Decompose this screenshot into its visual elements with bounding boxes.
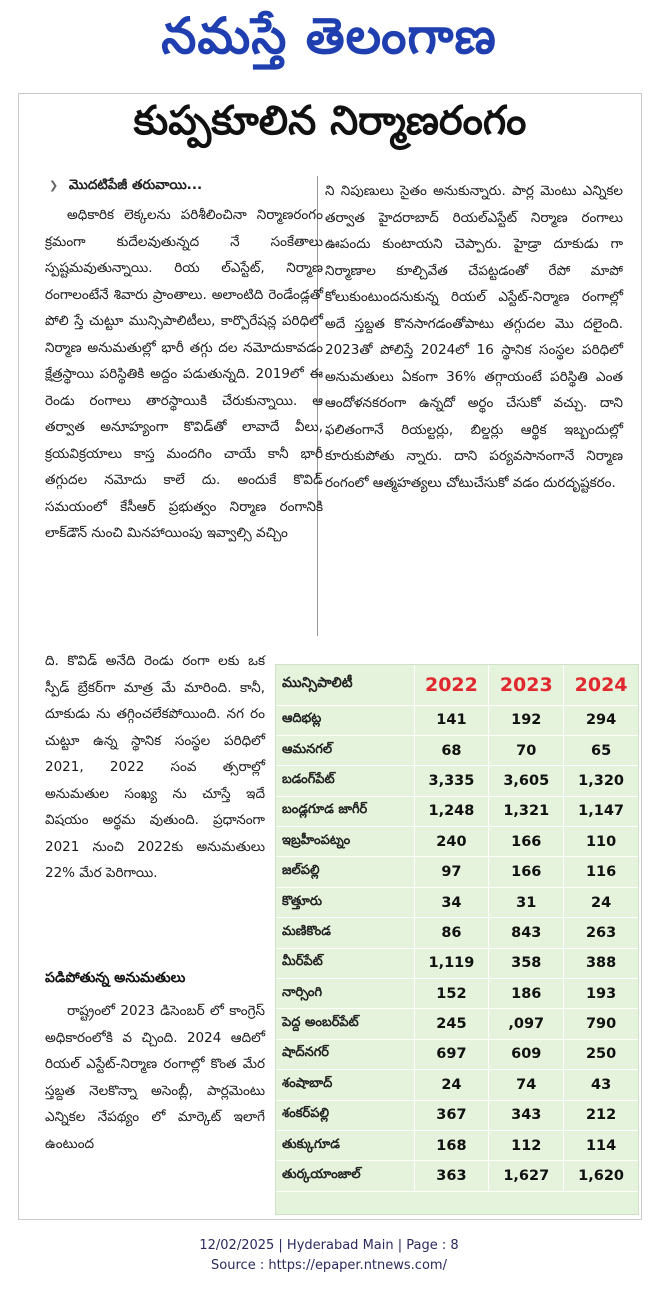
chevron-right-icon: ❯	[49, 179, 59, 192]
article-column-2	[325, 178, 623, 496]
permit-count-cell: 43	[564, 1070, 638, 1100]
paragraph: అధికారిక లెక్కలను పరిశీలించినా నిర్మాణరంగం క్రమంగా కుదేలవుతున్నద నే సంకేతాలు స్పష్టమవుతున్నాయి. రియ ల్‌ఎస్టేట్‌, నిర్మాణ రంగాలంటేనే శివారు ప్రాంతాలు. అలాంటిది రెండేండ్లతో పోలి స్తే చుట్టూ మున్సిపాలిటీలు, కార్పొరేషన్ల పరిధిలో నిర్మాణ అనుమతుల్లో భారీ తగ్గు దల నమోదుకావడం క్షేత్రస్థాయి పరిస్థితికి అద్దం పడుతున్నది. 2019లో ఈ రెండు రంగాలు తారస్థాయికి చేరుకున్నాయి. ఆ తర్వాత అనూహ్యంగా కొవిడ్‌తో లావాదే వీలు, క్రయవిక్రయాలు కాస్త మందగిం చాయే కానీ భారీ తగ్గుదల నమోదు కాలే దు. అందుకే కొవిడ్‌ సమయంలో కేసీఆర్‌ ప్రభుత్వం నిర్మాణ రంగానికి లాక్‌డౌన్‌ నుంచి మినహాయింపు ఇవ్వాల్సి వచ్చిం	[45, 207, 323, 541]
page-footer	[0, 1236, 658, 1276]
table-row	[276, 735, 638, 765]
permit-count-cell: 70	[489, 735, 564, 765]
permit-count-cell: 192	[489, 705, 564, 735]
table-row	[276, 1070, 638, 1100]
permit-count-cell: 166	[489, 857, 564, 887]
table-row	[276, 887, 638, 917]
permit-count-cell: 294	[564, 705, 638, 735]
permit-count-cell: 152	[414, 979, 489, 1009]
permit-count-cell: 86	[414, 918, 489, 948]
newspaper-logo: నమస్తే తెలంగాణ	[161, 6, 497, 65]
permit-count-cell: 166	[489, 827, 564, 857]
permit-count-cell: 388	[564, 948, 638, 978]
article-subheading: పడిపోతున్న అనుమతులు	[45, 970, 186, 986]
article-column-1-middle	[45, 648, 265, 887]
municipality-cell: జల్‌పల్లి	[276, 857, 414, 887]
table-header-row	[276, 665, 638, 705]
table-row	[276, 1130, 638, 1160]
municipality-cell: మీర్‌పేట్	[276, 948, 414, 978]
permit-count-cell: 843	[489, 918, 564, 948]
article-column-1-bottom	[45, 998, 265, 1157]
table-row	[276, 1009, 638, 1039]
municipality-cell: షాద్‌నగర్	[276, 1039, 414, 1069]
permit-count-cell: 1,620	[564, 1161, 638, 1191]
table-body	[276, 705, 638, 1191]
paragraph: ది. కొవిడ్‌ అనేది రెండు రంగా లకు ఒక స్పీడ్‌ బ్రేకర్‌గా మాత్ర మే మారింది. కానీ, దూకుడు ను తగ్గించలేకపోయింది. నగ రం చుట్టూ ఉన్న స్థానిక సంస్థల పరిధిలో 2021, 2022 సంవ త్సరాల్లో అనుమతుల సంఖ్య ను చూస్తే ఇదే విషయం అర్థమ వుతుంది. ప్రధానంగా 2021 నుంచి 2022కు అనుమతులు 22% మేర పెరిగాయి.	[45, 653, 265, 881]
table-row	[276, 1039, 638, 1069]
permit-count-cell: 110	[564, 827, 638, 857]
article-clipping	[18, 93, 642, 1220]
permit-count-cell: 1,321	[489, 796, 564, 826]
permit-count-cell: 193	[564, 979, 638, 1009]
column-header-2022: 2022	[414, 665, 489, 705]
permit-count-cell: 3,335	[414, 766, 489, 796]
permit-count-cell: 609	[489, 1039, 564, 1069]
column-header-2024: 2024	[564, 665, 638, 705]
paragraph: రాష్ట్రంలో 2023 డిసెంబర్‌ లో కాంగ్రెస్‌ అధికారంలోకి వ చ్చింది. 2024 ఆదిలో రియల్‌ ఎస్టేట్‌-నిర్మాణ రంగాల్లో కొంత మేర స్తబ్దత నెలకొన్నా అసెంబ్లీ, పార్లమెంటు ఎన్నికల నేపథ్యం లో మార్కెట్‌ ఇలాగే ఉంటుంద	[45, 1003, 265, 1152]
permit-count-cell: 74	[489, 1070, 564, 1100]
permit-count-cell: 790	[564, 1009, 638, 1039]
municipality-cell: బండ్లగూడ జాగీర్	[276, 796, 414, 826]
permit-count-cell: 212	[564, 1100, 638, 1130]
permit-count-cell: 343	[489, 1100, 564, 1130]
permit-count-cell: 263	[564, 918, 638, 948]
article-column-1-top	[45, 202, 323, 547]
table-row	[276, 948, 638, 978]
permit-count-cell: 31	[489, 887, 564, 917]
footer-date-edition: 12/02/2025 | Hyderabad Main | Page : 8	[199, 1238, 459, 1253]
permit-count-cell: 240	[414, 827, 489, 857]
municipality-cell: పెద్ద అంబర్‌పేట్	[276, 1009, 414, 1039]
article-headline: కుప్పకూలిన నిర్మాణరంగం	[133, 98, 527, 144]
permit-count-cell: 24	[564, 887, 638, 917]
column-header-municipality: మున్సిపాలిటీ	[276, 665, 414, 705]
table-row	[276, 827, 638, 857]
permit-count-cell: 1,248	[414, 796, 489, 826]
permit-count-cell: 34	[414, 887, 489, 917]
permit-count-cell: 1,147	[564, 796, 638, 826]
column-header-2023: 2023	[489, 665, 564, 705]
permit-count-cell: 1,320	[564, 766, 638, 796]
permit-count-cell: 97	[414, 857, 489, 887]
permits-table	[276, 665, 638, 1192]
table-row	[276, 1161, 638, 1191]
permit-count-cell: 1,119	[414, 948, 489, 978]
table-row	[276, 918, 638, 948]
permit-count-cell: 116	[564, 857, 638, 887]
paragraph: ని నిపుణులు సైతం అనుకున్నారు. పార్ల మెంటు ఎన్నికల తర్వాత హైదరాబాద్‌ రియల్‌ఎస్టేట్‌ నిర్మాణ రంగాలు ఊపందు కుంటాయని చెప్పారు. హైడ్రా దూకుడు గా నిర్మాణాల కూల్చివేత చేపట్టడంతో రేపో మాపో కోలుకుంటుందనుకున్న రియల్‌ ఎస్టేట్‌-నిర్మాణ రంగాల్లో అదే స్తబ్దత కొనసాగడంతోపాటు తగ్గుదల మొ దలైంది. 2023తో పోలిస్తే 2024లో 16 స్థానిక సంస్థల పరిధిలో అనుమతులు ఏకంగా 36% తగ్గాయంటే పరిస్థితి ఎంత ఆందోళనకరంగా ఉన్నదో అర్థం చేసుకో వచ్చు. దాని ఫలితంగానే రియల్టర్లు, బిల్డర్లు ఆర్థిక ఇబ్బందుల్లో కూరుకుపోతు న్నారు. దాని పర్యవసానంగానే నిర్మాణ రంగంలో ఆత్మహత్యలు చోటుచేసుకో వడం దురదృష్టకరం.	[325, 183, 623, 491]
permits-table-box	[275, 664, 639, 1215]
table-row	[276, 796, 638, 826]
permit-count-cell: 186	[489, 979, 564, 1009]
masthead	[0, 0, 658, 84]
permit-count-cell: 245	[414, 1009, 489, 1039]
municipality-cell: శంషాబాద్	[276, 1070, 414, 1100]
permit-count-cell: 1,627	[489, 1161, 564, 1191]
permit-count-cell: 363	[414, 1161, 489, 1191]
permit-count-cell: ,097	[489, 1009, 564, 1039]
municipality-cell: తుక్కుగూడ	[276, 1130, 414, 1160]
table-row	[276, 857, 638, 887]
permit-count-cell: 168	[414, 1130, 489, 1160]
table-row	[276, 766, 638, 796]
permit-count-cell: 65	[564, 735, 638, 765]
municipality-cell: శంకర్‌పల్లి	[276, 1100, 414, 1130]
permit-count-cell: 358	[489, 948, 564, 978]
footer-source: Source : https://epaper.ntnews.com/	[211, 1258, 447, 1273]
permit-count-cell: 697	[414, 1039, 489, 1069]
permit-count-cell: 112	[489, 1130, 564, 1160]
continued-kicker	[49, 174, 319, 197]
permit-count-cell: 24	[414, 1070, 489, 1100]
municipality-cell: నార్సింగి	[276, 979, 414, 1009]
permit-count-cell: 114	[564, 1130, 638, 1160]
municipality-cell: ఆమనగల్	[276, 735, 414, 765]
permit-count-cell: 141	[414, 705, 489, 735]
permit-count-cell: 367	[414, 1100, 489, 1130]
municipality-cell: బడంగ్‌పేట్	[276, 766, 414, 796]
table-row	[276, 979, 638, 1009]
table-row	[276, 1100, 638, 1130]
municipality-cell: మణికొండ	[276, 918, 414, 948]
permit-count-cell: 3,605	[489, 766, 564, 796]
permit-count-cell: 68	[414, 735, 489, 765]
municipality-cell: తుర్కయాంజాల్	[276, 1161, 414, 1191]
table-row	[276, 705, 638, 735]
permit-count-cell: 250	[564, 1039, 638, 1069]
municipality-cell: కొత్తూరు	[276, 887, 414, 917]
municipality-cell: ఆదిభట్ల	[276, 705, 414, 735]
kicker-text: మొదటిపేజీ తరువాయి...	[68, 177, 203, 193]
municipality-cell: ఇబ్రహీంపట్నం	[276, 827, 414, 857]
